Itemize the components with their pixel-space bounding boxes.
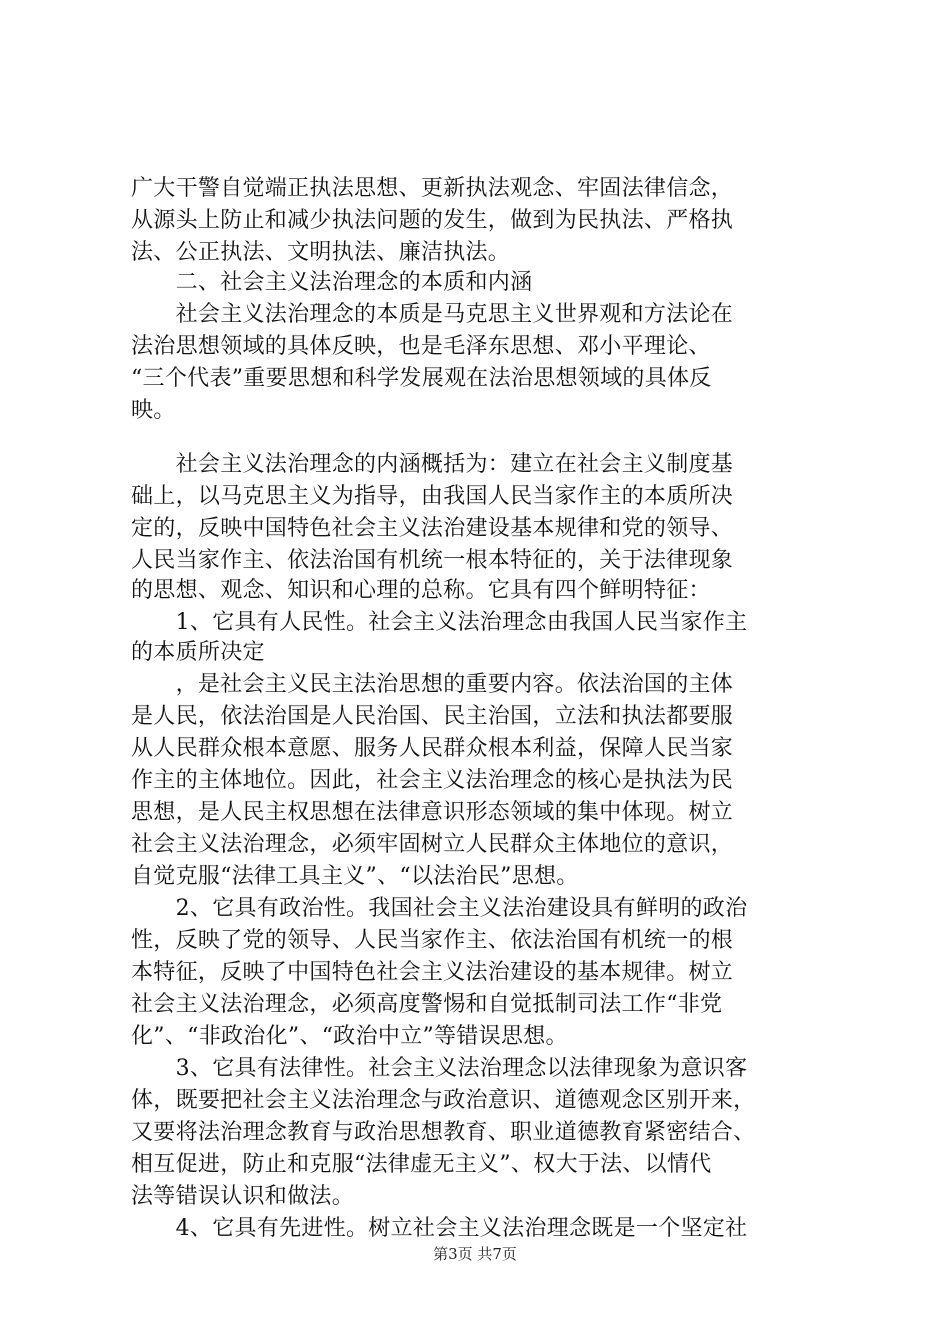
- text-line: 法等错误认识和做法。: [131, 1184, 355, 1209]
- text-line: 3、它具有法律性。社会主义法治理念以法律现象为意识客: [131, 1056, 748, 1081]
- text-line: 从源头上防止和减少执法问题的发生，做到为民执法、严格执: [131, 208, 734, 233]
- text-line: 1、它具有人民性。社会主义法治理念由我国人民当家作主: [131, 610, 748, 635]
- text-line: 是人民，依法治国是人民治国、民主治国，立法和执法都要服: [131, 704, 734, 729]
- text-line: 又要将法治理念教育与政治思想教育、职业道德教育紧密结合、: [131, 1120, 756, 1145]
- text-line: 社会主义法治理念的本质是马克思主义世界观和方法论在: [131, 302, 734, 327]
- text-line: 相互促进，防止和克服“法律虚无主义”、权大于法、以情代: [131, 1152, 712, 1177]
- text-line: 法、公正执法、文明执法、廉洁执法。: [131, 240, 511, 265]
- text-line: 化”、“非政治化”、“政治中立”等错误思想。: [131, 1024, 568, 1049]
- text-line: 社会主义法治理念的内涵概括为：建立在社会主义制度基: [131, 452, 734, 477]
- text-line: 映。: [131, 398, 176, 423]
- text-line: 人民当家作主、依法治国有机统一根本特征的，关于法律现象: [131, 548, 734, 573]
- text-line: 4、它具有先进性。树立社会主义法治理念既是一个坚定社: [131, 1216, 748, 1241]
- text-line: 社会主义法治理念，必须高度警惕和自觉抵制司法工作“非党: [131, 992, 723, 1017]
- text-line: 的本质所决定: [131, 640, 265, 665]
- text-line: 自觉克服“法律工具主义”、“以法治民”思想。: [131, 864, 579, 889]
- text-line: “三个代表”重要思想和科学发展观在法治思想领域的具体反: [131, 366, 712, 391]
- text-line: 定的，反映中国特色社会主义法治建设基本规律和党的领导、: [131, 516, 734, 541]
- text-line: 社会主义法治理念，必须牢固树立人民群众主体地位的意识，: [131, 832, 734, 857]
- section-heading: 二、社会主义法治理念的本质和内涵: [131, 270, 533, 295]
- text-line: 从人民群众根本意愿、服务人民群众根本利益，保障人民当家: [131, 736, 734, 761]
- text-line: 体，既要把社会主义法治理念与政治意识、道德观念区别开来，: [131, 1088, 756, 1113]
- text-line: 思想，是人民主权思想在法律意识形态领域的集中体现。树立: [131, 800, 734, 825]
- text-line: 2、它具有政治性。我国社会主义法治建设具有鲜明的政治: [131, 896, 748, 921]
- text-line: ，是社会主义民主法治思想的重要内容。依法治国的主体: [131, 672, 734, 697]
- text-line: 本特征，反映了中国特色社会主义法治建设的基本规律。树立: [131, 960, 734, 985]
- page-number-footer: 第3页 共7页: [433, 1245, 517, 1263]
- text-line: 的思想、观念、知识和心理的总称。它具有四个鲜明特征：: [131, 578, 711, 603]
- text-line: 础上，以马克思主义为指导，由我国人民当家作主的本质所决: [131, 484, 734, 509]
- text-line: 法治思想领域的具体反映，也是毛泽东思想、邓小平理论、: [131, 334, 711, 359]
- text-line: 作主的主体地位。因此，社会主义法治理念的核心是执法为民: [131, 768, 734, 793]
- text-line: 广大干警自觉端正执法思想、更新执法观念、牢固法律信念，: [131, 176, 734, 201]
- text-line: 性，反映了党的领导、人民当家作主、依法治国有机统一的根: [131, 928, 734, 953]
